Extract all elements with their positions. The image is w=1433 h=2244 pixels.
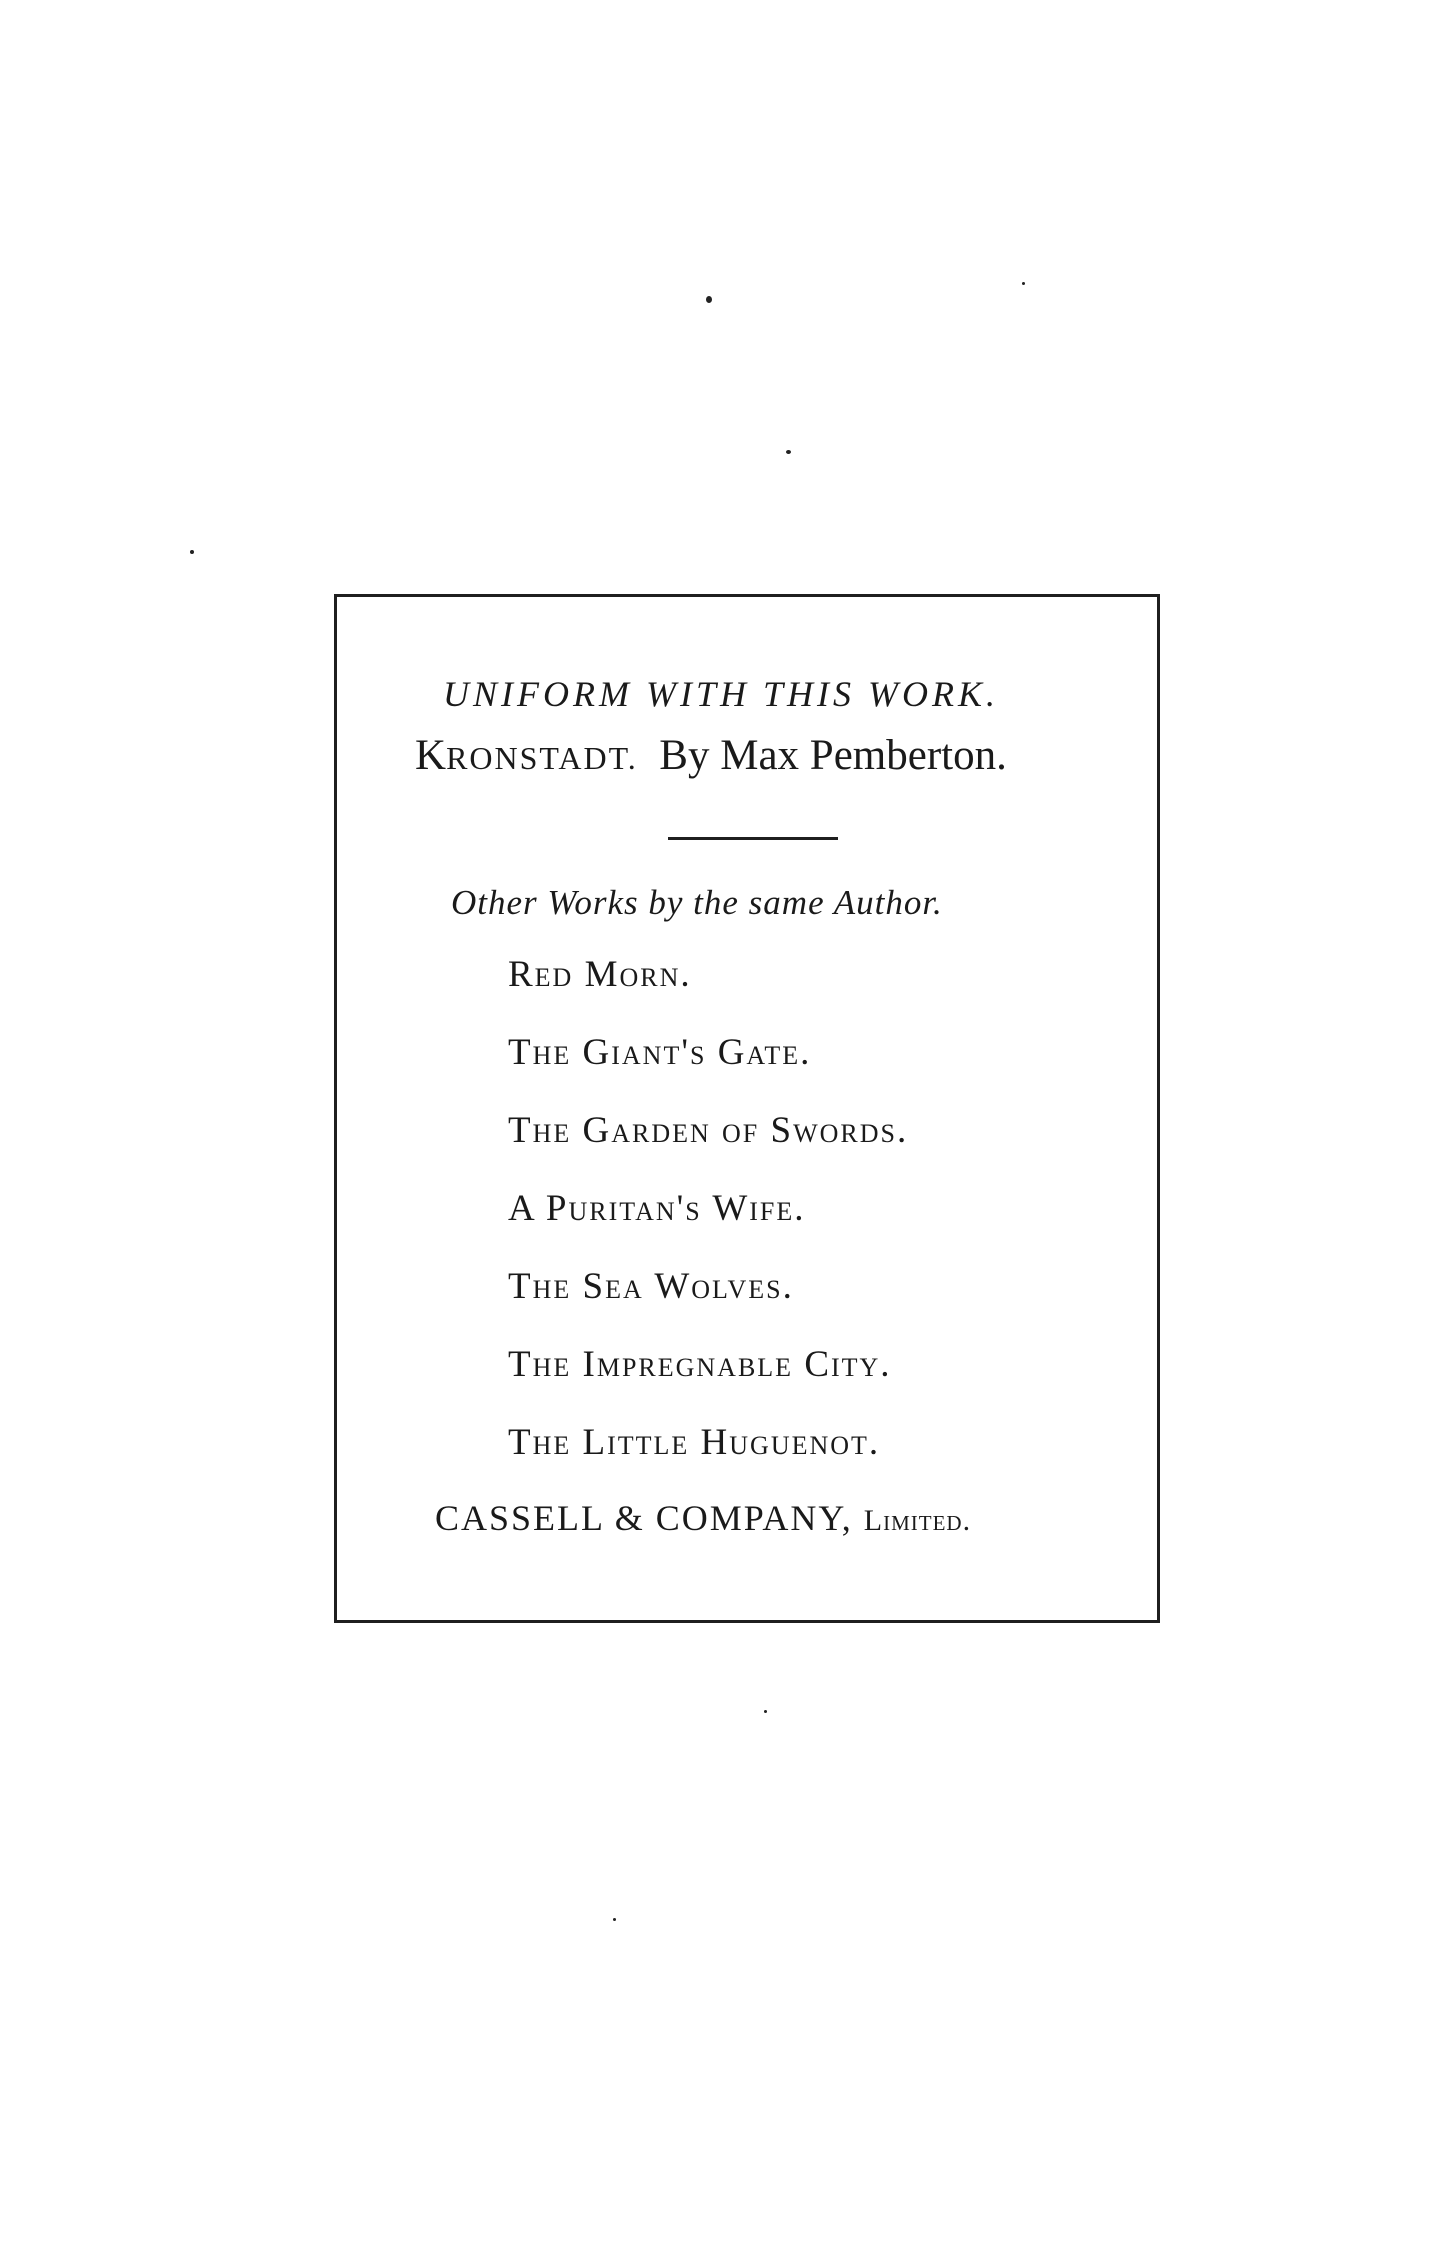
other-works-heading: Other Works by the same Author. <box>451 883 943 922</box>
publisher-name: CASSELL & COMPANY, <box>435 1498 853 1538</box>
advertisement-frame <box>334 594 1160 1623</box>
title-list <box>508 953 908 1499</box>
print-speck <box>190 550 194 554</box>
title-item: The Giant's Gate. <box>508 1032 812 1073</box>
title-item: Red Morn. <box>508 954 692 995</box>
print-speck <box>764 1710 767 1713</box>
feature-line <box>415 731 1007 780</box>
title-item: The Little Huguenot. <box>508 1422 881 1463</box>
feature-title-rest: RONSTADT. <box>446 740 638 776</box>
title-item: The Sea Wolves. <box>508 1266 794 1307</box>
publisher-suffix: Limited. <box>863 1504 972 1537</box>
feature-title <box>415 732 638 779</box>
feature-byline: By Max Pemberton. <box>659 732 1007 779</box>
print-speck <box>786 450 791 454</box>
publisher-line <box>435 1497 971 1539</box>
feature-title-initial: K <box>415 732 447 779</box>
divider-rule <box>668 837 838 840</box>
title-item: The Impregnable City. <box>508 1344 892 1385</box>
print-speck <box>706 296 712 303</box>
title-item: The Garden of Swords. <box>508 1110 909 1151</box>
title-item: A Puritan's Wife. <box>508 1188 806 1229</box>
print-speck <box>1022 282 1025 285</box>
uniform-heading: UNIFORM WITH THIS WORK. <box>443 674 999 714</box>
print-speck <box>613 1918 616 1921</box>
